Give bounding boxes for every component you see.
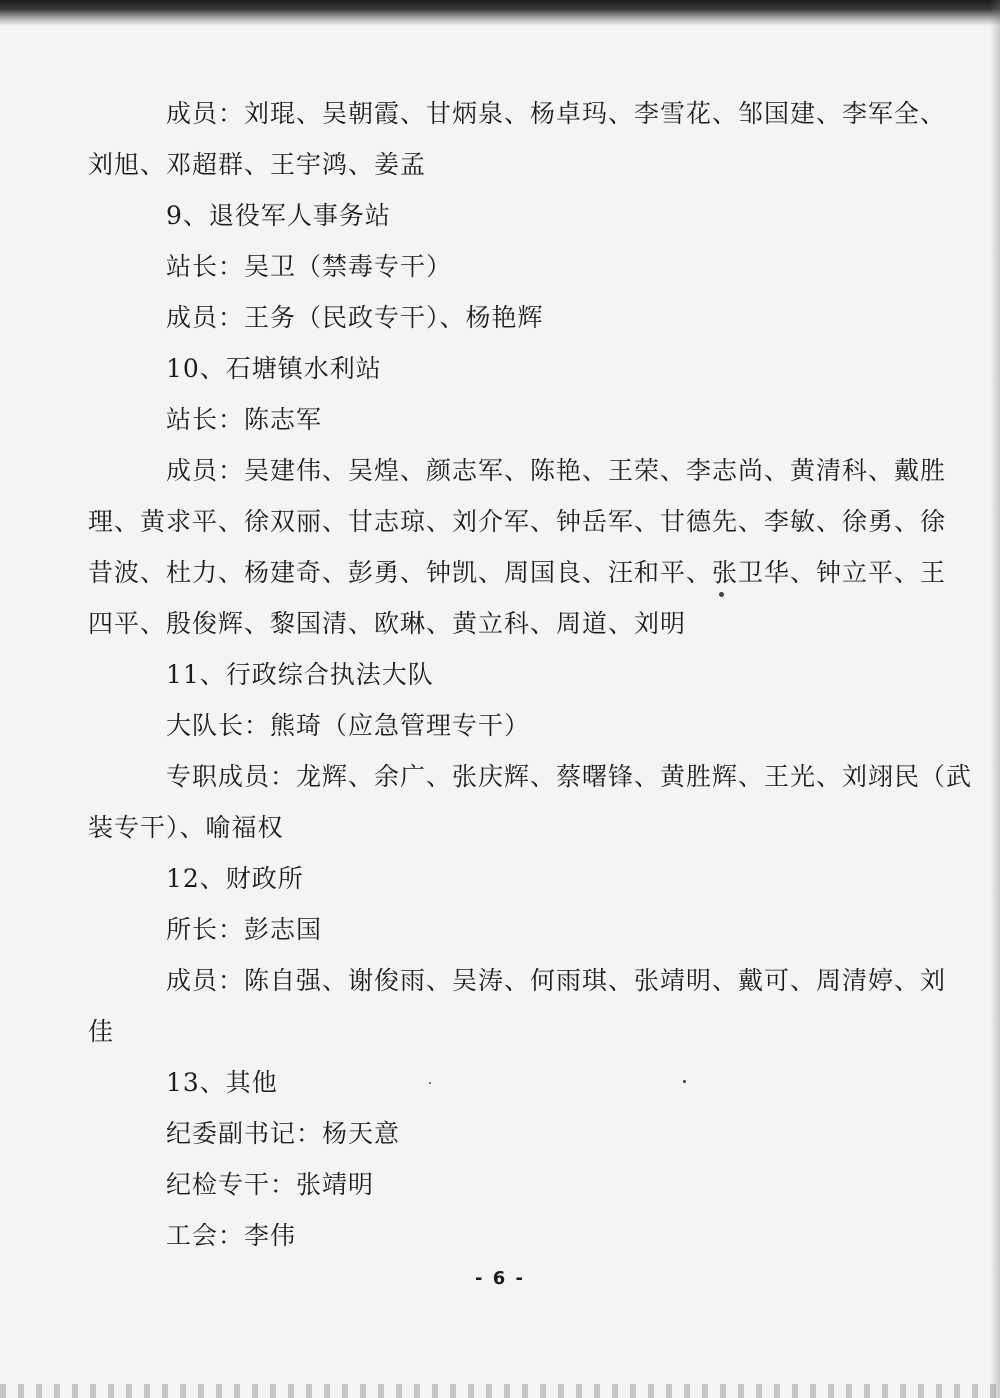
text-line: 工会：李伟 — [166, 1221, 297, 1250]
scan-bottom-bleed — [0, 1384, 1000, 1398]
text-line: 装专干）、喻福权 — [88, 813, 284, 842]
text-line: 理、黄求平、徐双丽、甘志琼、刘介军、钟岳军、甘德先、李敏、徐勇、徐 — [88, 507, 947, 536]
scan-speck — [719, 592, 724, 597]
text-line: 刘旭、邓超群、王宇鸿、姜孟 — [88, 150, 427, 179]
text-line: 站长：吴卫（禁毒专干） — [166, 252, 453, 281]
section-heading: 11、行政综合执法大队 — [166, 660, 434, 689]
section-heading: 13、其他 — [166, 1068, 278, 1097]
document-body — [88, 88, 973, 1261]
text-line: 站长：陈志军 — [166, 405, 323, 434]
text-line: 大队长：熊琦（应急管理专干） — [166, 711, 531, 740]
text-line: 专职成员：龙辉、余广、张庆辉、蔡曙锋、黄胜辉、王光、刘翊民（武 — [166, 762, 973, 791]
text-line: 佳 — [88, 1017, 115, 1046]
section-heading: 12、财政所 — [166, 864, 304, 893]
text-line: 成员：刘琨、吴朝霞、甘炳泉、杨卓玛、李雪花、邹国建、李军全、 — [166, 99, 947, 128]
scan-speck — [429, 1082, 431, 1084]
page-number: - 6 - — [475, 1268, 525, 1289]
text-line: 纪检专干：张靖明 — [166, 1170, 375, 1199]
text-line: 所长：彭志国 — [166, 915, 323, 944]
text-line: 纪委副书记：杨天意 — [166, 1119, 401, 1148]
text-line: 成员：吴建伟、吴煌、颜志军、陈艳、王荣、李志尚、黄清科、戴胜 — [166, 456, 947, 485]
scan-speck — [683, 1080, 686, 1083]
text-line: 昔波、杜力、杨建奇、彭勇、钟凯、周国良、汪和平、张卫华、钟立平、王 — [88, 558, 947, 587]
scan-right-edge — [990, 0, 1000, 1398]
section-heading: 9、退役军人事务站 — [166, 201, 391, 230]
section-heading: 10、石塘镇水利站 — [166, 354, 382, 383]
scan-top-shadow — [0, 0, 1000, 26]
text-line: 成员：陈自强、谢俊雨、吴涛、何雨琪、张靖明、戴可、周清婷、刘 — [166, 966, 947, 995]
text-line: 成员：王务（民政专干）、杨艳辉 — [166, 303, 544, 332]
text-line: 四平、殷俊辉、黎国清、欧琳、黄立科、周道、刘明 — [88, 609, 687, 638]
